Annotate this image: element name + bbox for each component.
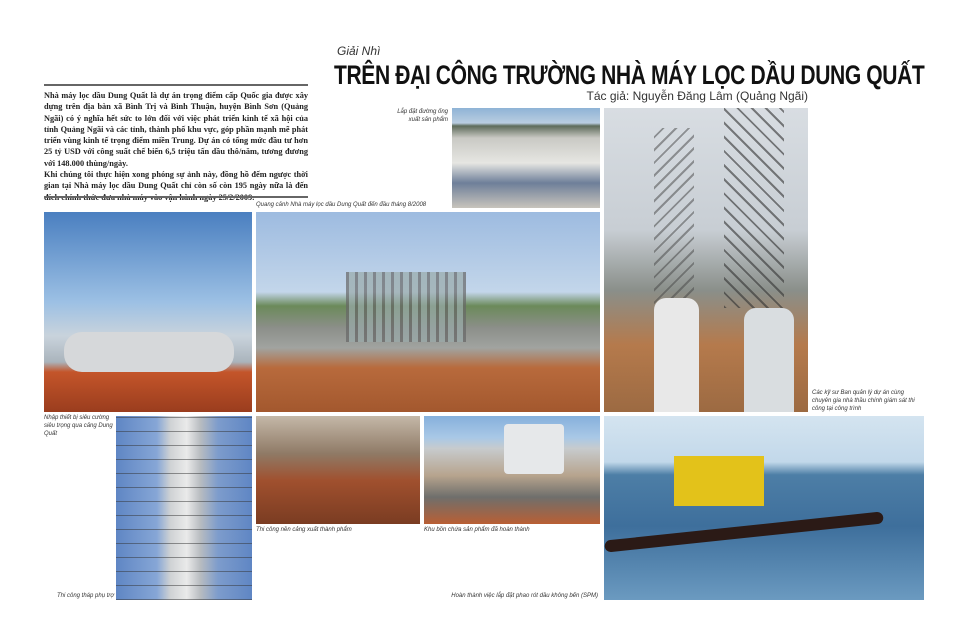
intro-text <box>44 90 308 203</box>
divider-bottom <box>44 196 308 198</box>
caption-equipment: Nhập thiết bị siêu cường siêu trọng qua cảng Dung Quất <box>44 415 113 437</box>
photo-storage-tanks <box>424 416 600 524</box>
photo-equipment-ship <box>44 212 252 412</box>
photo-engineers <box>604 108 808 412</box>
intro-paragraph-2: Khi chúng tôi thực hiện xong phóng sự ảnh này, đồng hồ đếm ngược thời gian tại Nhà máy lọc dầu Dung Quất chỉ còn số còn 195 ngày nữa là đến <box>44 170 308 191</box>
photo-tower <box>116 416 252 600</box>
award-label: Giải Nhì <box>337 44 381 58</box>
caption-tanks: Khu bồn chứa sản phẩm đã hoàn thành <box>424 527 530 533</box>
author-line: Tác giả: Nguyễn Đăng Lâm (Quảng Ngãi) <box>586 89 808 103</box>
photo-spm-buoy <box>604 416 924 600</box>
caption-overview: Quang cảnh Nhà máy lọc dầu Dung Quất đến đầu tháng 8/2008 <box>256 202 427 208</box>
caption-pipes: Lắp đặt đường ống xuất sản phẩm <box>397 109 448 123</box>
article-title: TRÊN ĐẠI CÔNG TRƯỜNG NHÀ MÁY LỌC DẦU DUNG QUẤT <box>334 60 925 90</box>
caption-tower: Thi công tháp phụ trợ <box>57 593 114 599</box>
divider-top <box>44 84 308 86</box>
caption-spm: Hoàn thành việc lắp đặt phao rót dầu không bến (SPM) <box>451 593 598 599</box>
photo-refinery-overview <box>256 212 600 412</box>
caption-port: Thi công nền cảng xuất thành phẩm <box>256 527 352 533</box>
photo-port-construction <box>256 416 420 524</box>
intro-paragraph-1: Nhà máy lọc dầu Dung Quất là dự án trọng điểm cấp Quốc gia được xây dựng trên địa bàn xã Bình Trị và Bình Thuận, huyện Bình Sơn (Quảng Ngãi) có ý nghĩa hết sức to lớn đối với việc phát triển kinh tế xã hội của tỉnh Quảng Ngãi và các tỉnh, thành phố khu vực, góp phần mạnh mẽ phát triển vùng kinh tế trọng điểm miền Trung. Dự án có tổng mức đầu tư hơn 25 tỷ USD với công suất chế biến 6,5 triệu tấn dầu thô/năm, tương đương với 148.000 thùng/ngày. <box>44 91 308 168</box>
photo-pipes <box>452 108 600 208</box>
caption-engineers: Các kỹ sư Ban quản lý dự án cùng chuyên gia nhà thầu chính giám sát thi công tại công trình <box>812 390 915 412</box>
